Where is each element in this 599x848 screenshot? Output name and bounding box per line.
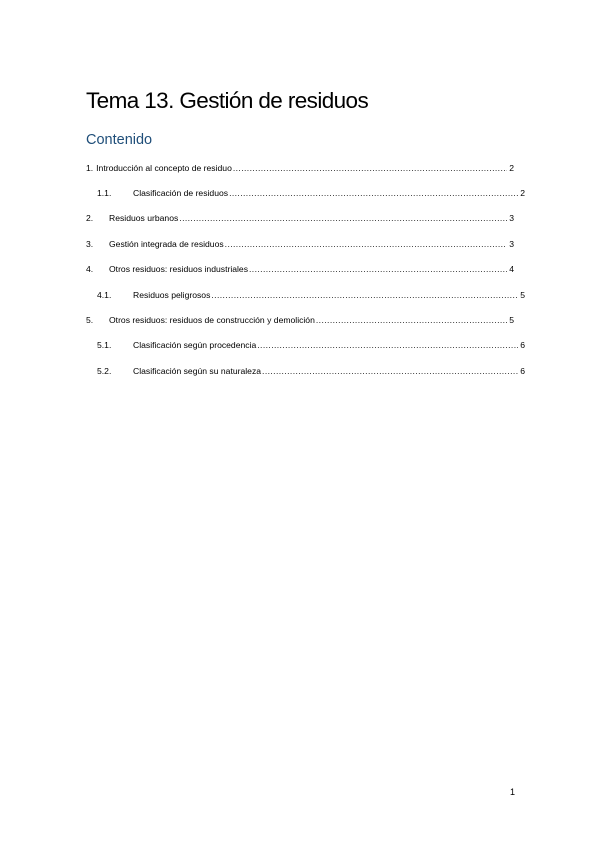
toc-dot-leader — [211, 288, 518, 302]
toc-entry-page: 3 — [509, 239, 514, 249]
toc-entry-introduccion[interactable] — [86, 161, 514, 175]
toc-entry-label: Residuos urbanos — [109, 213, 179, 223]
toc-entry-label: Residuos peligrosos — [133, 290, 211, 300]
toc-entry-residuos-urbanos[interactable] — [86, 211, 514, 225]
toc-dot-leader — [229, 186, 518, 200]
toc-dot-leader — [257, 338, 518, 352]
toc-entry-number: 5.1. — [97, 340, 112, 350]
toc-entry-label: Introducción al concepto de residuo — [96, 163, 232, 173]
toc-entry-label: Clasificación según su naturaleza — [133, 366, 262, 376]
toc-entry-label: Otros residuos: residuos industriales — [109, 264, 248, 274]
toc-entry-number: 5.2. — [97, 366, 112, 376]
toc-entry-label: Gestión integrada de residuos — [109, 239, 224, 249]
toc-entry-page: 6 — [520, 340, 525, 350]
toc-entry-residuos-peligrosos[interactable] — [86, 288, 525, 302]
toc-entry-construccion-demolicion[interactable] — [86, 313, 514, 327]
toc-dot-leader — [225, 237, 508, 251]
toc-entry-clasificacion-residuos[interactable] — [86, 186, 525, 200]
toc-entry-label: Otros residuos: residuos de construcción y demolición — [109, 315, 315, 325]
toc-entry-number: 5. — [86, 315, 94, 325]
toc-entry-page: 4 — [509, 264, 514, 274]
toc-dot-leader — [233, 161, 507, 175]
toc-entry-number: 3. — [86, 239, 94, 249]
toc-entry-page: 5 — [520, 290, 525, 300]
toc-dot-leader — [179, 211, 507, 225]
toc-entry-page: 2 — [520, 188, 525, 198]
table-of-contents — [86, 0, 525, 848]
toc-entry-number: 2. — [86, 213, 94, 223]
toc-entry-label: Clasificación de residuos — [133, 188, 229, 198]
toc-entry-label: Clasificación según procedencia — [133, 340, 257, 350]
toc-entry-residuos-industriales[interactable] — [86, 262, 514, 276]
toc-entry-page: 2 — [509, 163, 514, 173]
toc-entry-page: 5 — [509, 315, 514, 325]
toc-entry-number: 1. — [86, 163, 94, 173]
toc-entry-page: 6 — [520, 366, 525, 376]
toc-entry-clasificacion-naturaleza[interactable] — [86, 364, 525, 378]
toc-entry-page: 3 — [509, 213, 514, 223]
toc-dot-leader — [316, 313, 507, 327]
toc-entry-number: 4. — [86, 264, 94, 274]
toc-dot-leader — [249, 262, 507, 276]
toc-dot-leader — [262, 364, 518, 378]
toc-heading: Contenido — [86, 132, 153, 148]
toc-entry-gestion-integrada[interactable] — [86, 237, 514, 251]
document-title: Tema 13. Gestión de residuos — [86, 88, 369, 114]
page-number: 1 — [509, 787, 515, 797]
toc-entry-clasificacion-procedencia[interactable] — [86, 338, 525, 352]
toc-entry-number: 4.1. — [97, 290, 112, 300]
toc-entry-number: 1.1. — [97, 188, 112, 198]
